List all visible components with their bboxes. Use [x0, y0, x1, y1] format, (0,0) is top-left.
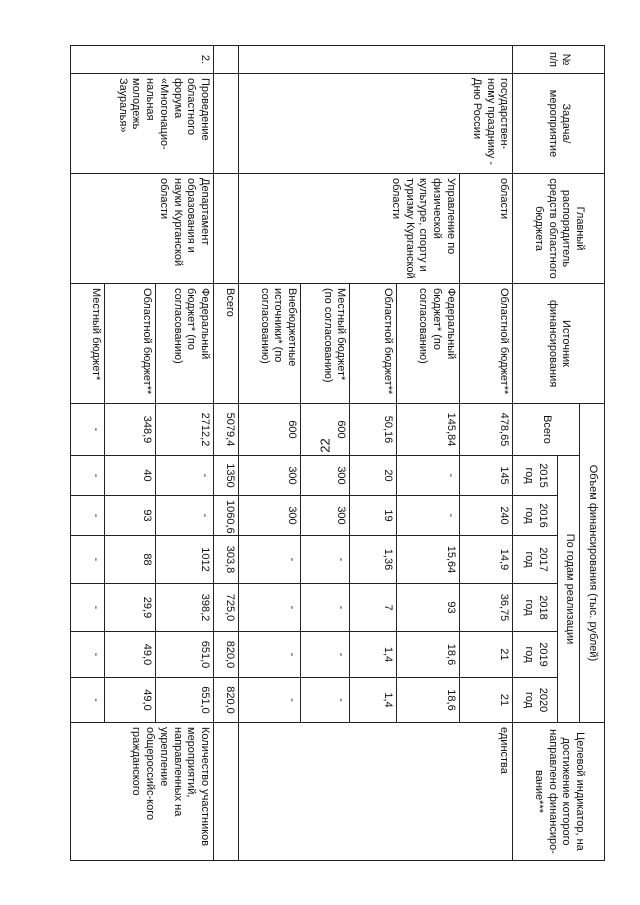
block2-source: Федеральный бюджет* (по согласованию) — [156, 284, 214, 404]
block1-source: Местный бюджет* (по согласованию) — [301, 284, 350, 404]
cell-value: - — [156, 496, 214, 536]
cell-value: 600 — [238, 404, 301, 456]
cell-value: 1,4 — [350, 632, 397, 678]
header-year: 2015 год — [513, 456, 558, 496]
cell-value: 93 — [397, 584, 460, 632]
cell-value: 303,8 — [214, 536, 239, 584]
cell-value: 2712,2 — [156, 404, 214, 456]
cell-value: 50,16 — [350, 404, 397, 456]
cell-value: 7 — [350, 584, 397, 632]
cell-value: 145 — [459, 456, 513, 496]
cell-value: 5079,4 — [214, 404, 239, 456]
block1-source: Внебюджетные источники* (по согласованию) — [238, 284, 301, 404]
cell-value: - — [301, 678, 350, 723]
cell-value: 600 — [301, 404, 350, 456]
header-year: 2019 год — [513, 632, 558, 678]
cell-value: 18,6 — [397, 678, 460, 723]
financing-table — [70, 45, 605, 861]
header-source: Источник финансирования — [513, 284, 605, 404]
cell-value: 88 — [104, 536, 155, 584]
cell-value: - — [397, 456, 460, 496]
cell-value: - — [238, 536, 301, 584]
block2-source: Местный бюджет* — [71, 284, 105, 404]
header-year: 2020 год — [513, 678, 558, 723]
cell-value: 18,6 — [397, 632, 460, 678]
cell-value: 1,4 — [350, 678, 397, 723]
cell-value: 36,75 — [459, 584, 513, 632]
cell-value: 29,9 — [104, 584, 155, 632]
cell-value: 820,0 — [214, 632, 239, 678]
header-year: 2016 год — [513, 496, 558, 536]
header-num: № п/п — [513, 46, 605, 74]
block2-num: 2. — [71, 46, 214, 74]
header-volume: Объем финансирования (тыс. рублей) — [580, 404, 605, 723]
cell-value: - — [301, 536, 350, 584]
cell-value: 21 — [459, 632, 513, 678]
rotated-table-container — [70, 45, 605, 860]
header-year: 2017 год — [513, 536, 558, 584]
cell-value: 1012 — [156, 536, 214, 584]
header-year: 2018 год — [513, 584, 558, 632]
cell-value: - — [71, 632, 105, 678]
block1-source: Областной бюджет** — [350, 284, 397, 404]
block1-indicator: единства — [238, 723, 513, 861]
header-by-years: По годам реализации — [558, 456, 580, 723]
cell-value: 300 — [238, 496, 301, 536]
cell-value: 1060,6 — [214, 496, 239, 536]
cell-value: 20 — [350, 456, 397, 496]
cell-value: - — [71, 404, 105, 456]
table-row — [156, 46, 214, 861]
cell-value: 15,64 — [397, 536, 460, 584]
cell-value: - — [71, 496, 105, 536]
cell-value: 725,0 — [214, 584, 239, 632]
total-empty-cell — [214, 74, 239, 174]
header-total: Всего — [513, 404, 580, 456]
cell-value: - — [238, 678, 301, 723]
total-empty-cell — [214, 46, 239, 74]
block1-num-cell — [238, 46, 513, 74]
cell-value: - — [301, 632, 350, 678]
cell-value: - — [71, 456, 105, 496]
block1-manager1: области — [459, 174, 513, 284]
cell-value: 651,0 — [156, 632, 214, 678]
cell-value: 300 — [238, 456, 301, 496]
cell-value: - — [301, 584, 350, 632]
cell-value: 21 — [459, 678, 513, 723]
cell-value: - — [156, 456, 214, 496]
cell-value: 145,84 — [397, 404, 460, 456]
header-manager: Главный распорядитель средств областного бюджета — [513, 174, 605, 284]
cell-value: 398,2 — [156, 584, 214, 632]
total-row — [214, 46, 239, 861]
cell-value: - — [71, 678, 105, 723]
cell-value: 19 — [350, 496, 397, 536]
block1-source: Областной бюджет** — [459, 284, 513, 404]
cell-value: 300 — [301, 496, 350, 536]
cell-value: 348,9 — [104, 404, 155, 456]
block1-source: Федеральный бюджет* (по согласованию) — [397, 284, 460, 404]
cell-value: 14,9 — [459, 536, 513, 584]
cell-value: 820,0 — [214, 678, 239, 723]
cell-value: - — [238, 584, 301, 632]
header-task: Задача/ мероприятие — [513, 74, 605, 174]
total-empty-cell — [214, 174, 239, 284]
block2-indicator: Количество участников мероприятий, направленных на укрепление общероссийс-кого гражданского — [71, 723, 214, 861]
cell-value: 40 — [104, 456, 155, 496]
cell-value: - — [238, 632, 301, 678]
cell-value: 240 — [459, 496, 513, 536]
block1-task: государствен-ному празднику - Дню России — [238, 74, 513, 174]
page-number: 22 — [317, 438, 333, 453]
table-row — [459, 46, 513, 861]
cell-value: 1,36 — [350, 536, 397, 584]
cell-value: 49,0 — [104, 678, 155, 723]
block1-manager2: Управление по физической культуре, спорту и туризму Курганской области — [238, 174, 459, 284]
cell-value: 1350 — [214, 456, 239, 496]
block2-task: Проведение областного форума «Многонацио-нальная молодежь Зауралья» — [71, 74, 214, 174]
total-label: Всего — [214, 284, 239, 404]
cell-value: - — [71, 536, 105, 584]
cell-value: - — [397, 496, 460, 536]
cell-value: 300 — [301, 456, 350, 496]
block2-manager: Департамент образования и науки Курганской области — [71, 174, 214, 284]
cell-value: 651,0 — [156, 678, 214, 723]
block2-source: Областной бюджет** — [104, 284, 155, 404]
cell-value: 93 — [104, 496, 155, 536]
header-indicator: Целевой индикатор, на достижение которого направлено финансиро-вание*** — [513, 723, 605, 861]
total-empty-cell — [214, 723, 239, 861]
cell-value: - — [71, 584, 105, 632]
cell-value: 49,0 — [104, 632, 155, 678]
cell-value: 478,65 — [459, 404, 513, 456]
